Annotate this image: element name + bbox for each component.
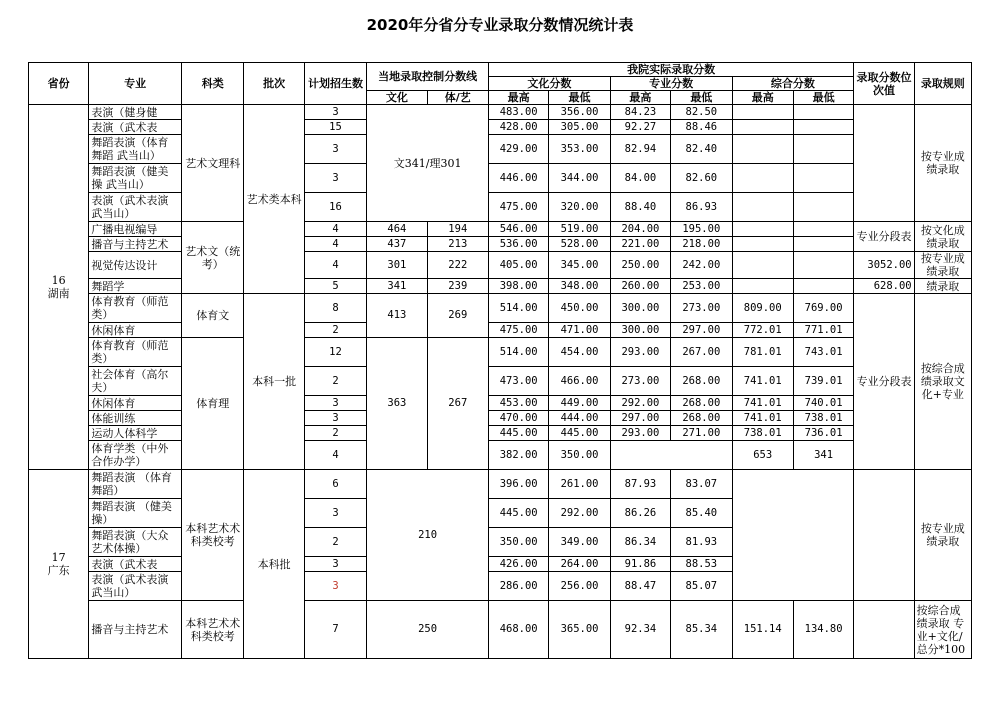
subject-cell: 体育理 bbox=[181, 338, 243, 470]
plan-cell: 3 bbox=[304, 557, 366, 572]
composite-low-cell: 739.01 bbox=[793, 367, 853, 396]
rank-cell: 628.00 bbox=[854, 279, 914, 294]
culture-low-cell: 320.00 bbox=[549, 193, 610, 222]
culture-low-cell: 349.00 bbox=[549, 528, 610, 557]
composite-low-cell bbox=[793, 237, 853, 252]
header-control-culture: 文化 bbox=[367, 91, 427, 105]
header-actual: 我院实际录取分数 bbox=[488, 63, 853, 77]
major-cell: 体育学类（中外合作办学） bbox=[89, 441, 182, 470]
culture-high-cell: 445.00 bbox=[488, 499, 548, 528]
plan-cell: 12 bbox=[304, 338, 366, 367]
major-low-cell: 268.00 bbox=[671, 367, 732, 396]
major-high-cell: 292.00 bbox=[610, 396, 670, 411]
major-cell: 舞蹈表演（体育舞蹈 武当山） bbox=[89, 135, 182, 164]
culture-high-cell: 396.00 bbox=[488, 470, 548, 499]
composite-low-cell bbox=[793, 120, 853, 135]
major-high-cell: 84.23 bbox=[610, 105, 670, 120]
header-high: 最高 bbox=[488, 91, 548, 105]
major-low-cell: 267.00 bbox=[671, 338, 732, 367]
culture-high-cell: 382.00 bbox=[488, 441, 548, 470]
composite-high-cell bbox=[732, 193, 793, 222]
header-rule: 录取规则 bbox=[914, 63, 971, 105]
culture-high-cell: 286.00 bbox=[488, 572, 548, 601]
header-composite-score: 综合分数 bbox=[732, 77, 854, 91]
major-cell: 表演（武术表 bbox=[89, 557, 182, 572]
major-high-cell: 250.00 bbox=[610, 252, 670, 279]
major-high-cell: 82.94 bbox=[610, 135, 670, 164]
major-cell: 体育教育（师范类） bbox=[89, 294, 182, 323]
major-high-cell: 204.00 bbox=[610, 222, 670, 237]
major-low-cell: 268.00 bbox=[671, 411, 732, 426]
culture-low-cell: 350.00 bbox=[549, 441, 610, 470]
header-low: 最低 bbox=[549, 91, 610, 105]
plan-cell: 2 bbox=[304, 528, 366, 557]
header-province: 省份 bbox=[29, 63, 89, 105]
major-cell: 体能训练 bbox=[89, 411, 182, 426]
table-row bbox=[29, 411, 972, 426]
table-row bbox=[29, 367, 972, 396]
table-row bbox=[29, 120, 972, 135]
control-culture-cell: 413 bbox=[367, 294, 427, 338]
culture-high-cell: 473.00 bbox=[488, 367, 548, 396]
table-row bbox=[29, 338, 972, 367]
major-cell: 广播电视编导 bbox=[89, 222, 182, 237]
header-rank: 录取分数位次值 bbox=[854, 63, 914, 105]
table-row bbox=[29, 135, 972, 164]
table-row bbox=[29, 252, 972, 279]
major-low-cell: 85.40 bbox=[671, 499, 732, 528]
header-low: 最低 bbox=[793, 91, 853, 105]
culture-low-cell: 345.00 bbox=[549, 252, 610, 279]
subject-cell: 本科艺术术科类校考 bbox=[181, 601, 243, 659]
culture-high-cell: 468.00 bbox=[488, 601, 548, 659]
rule-cell: 按综合成绩录取文化+专业 bbox=[914, 294, 971, 470]
major-cell: 播音与主持艺术 bbox=[89, 601, 182, 659]
composite-high-cell bbox=[732, 135, 793, 164]
province-cell: 17 广东 bbox=[29, 470, 89, 659]
culture-high-cell: 470.00 bbox=[488, 411, 548, 426]
control-art-cell: 194 bbox=[427, 222, 488, 237]
table-row bbox=[29, 193, 972, 222]
major-cell: 表演（武术表演武当山） bbox=[89, 193, 182, 222]
major-low-cell: 297.00 bbox=[671, 323, 732, 338]
major-high-cell: 293.00 bbox=[610, 338, 670, 367]
culture-low-cell: 348.00 bbox=[549, 279, 610, 294]
major-low-cell: 85.34 bbox=[671, 601, 732, 659]
major-cell: 视觉传达设计 bbox=[89, 252, 182, 279]
composite-high-cell bbox=[732, 252, 793, 279]
score-table bbox=[28, 62, 972, 659]
major-high-cell: 297.00 bbox=[610, 411, 670, 426]
composite-high-cell bbox=[732, 164, 793, 193]
plan-cell: 3 bbox=[304, 572, 366, 601]
table-row bbox=[29, 441, 972, 470]
plan-cell: 3 bbox=[304, 164, 366, 193]
major-cell: 表演（健身健 bbox=[89, 105, 182, 120]
composite-low-cell bbox=[793, 252, 853, 279]
culture-high-cell: 514.00 bbox=[488, 338, 548, 367]
culture-low-cell: 450.00 bbox=[549, 294, 610, 323]
major-high-cell: 221.00 bbox=[610, 237, 670, 252]
composite-high-cell: 653 bbox=[732, 441, 793, 470]
composite-low-cell: 740.01 bbox=[793, 396, 853, 411]
culture-high-cell: 514.00 bbox=[488, 294, 548, 323]
culture-low-cell: 471.00 bbox=[549, 323, 610, 338]
composite-low-cell: 738.01 bbox=[793, 411, 853, 426]
major-cell: 体育教育（师范类） bbox=[89, 338, 182, 367]
major-high-cell: 88.47 bbox=[610, 572, 670, 601]
batch-cell: 本科一批 bbox=[244, 294, 304, 470]
plan-cell: 4 bbox=[304, 222, 366, 237]
subject-cell: 艺术文理科 bbox=[181, 105, 243, 222]
control-art-cell: 269 bbox=[427, 294, 488, 338]
control-line-cell: 250 bbox=[367, 601, 489, 659]
plan-cell: 2 bbox=[304, 426, 366, 441]
major-low-cell: 83.07 bbox=[671, 470, 732, 499]
composite-low-cell bbox=[793, 193, 853, 222]
major-cell: 表演（武术表演武当山） bbox=[89, 572, 182, 601]
culture-high-cell: 405.00 bbox=[488, 252, 548, 279]
major-cell: 运动人体科学 bbox=[89, 426, 182, 441]
major-low-cell: 273.00 bbox=[671, 294, 732, 323]
composite-low-cell bbox=[793, 222, 853, 237]
header-control: 当地录取控制分数线 bbox=[367, 63, 489, 91]
rule-cell: 按专业成绩录取 bbox=[914, 470, 971, 601]
composite-high-cell: 738.01 bbox=[732, 426, 793, 441]
rank-cell bbox=[854, 601, 914, 659]
composite-high-cell: 741.01 bbox=[732, 367, 793, 396]
plan-cell: 3 bbox=[304, 135, 366, 164]
major-low-cell: 88.46 bbox=[671, 120, 732, 135]
culture-low-cell: 292.00 bbox=[549, 499, 610, 528]
rule-cell: 按文化成绩录取 bbox=[914, 222, 971, 252]
page-title: 2020年分省分专业录取分数情况统计表 bbox=[366, 16, 634, 34]
plan-cell: 8 bbox=[304, 294, 366, 323]
plan-cell: 4 bbox=[304, 441, 366, 470]
composite-high-cell: 809.00 bbox=[732, 294, 793, 323]
culture-low-cell: 519.00 bbox=[549, 222, 610, 237]
major-cell: 表演（武术表 bbox=[89, 120, 182, 135]
composite-low-cell: 743.01 bbox=[793, 338, 853, 367]
major-low-cell: 82.50 bbox=[671, 105, 732, 120]
major-low-cell: 85.07 bbox=[671, 572, 732, 601]
composite-high-cell bbox=[732, 279, 793, 294]
plan-cell: 2 bbox=[304, 323, 366, 338]
table-row bbox=[29, 426, 972, 441]
composite-low-cell: 736.01 bbox=[793, 426, 853, 441]
control-art-cell: 239 bbox=[427, 279, 488, 294]
composite-high-cell bbox=[732, 237, 793, 252]
major-cell: 舞蹈表演（健美操 武当山） bbox=[89, 164, 182, 193]
major-high-cell: 300.00 bbox=[610, 323, 670, 338]
control-culture-cell: 341 bbox=[367, 279, 427, 294]
control-art-cell: 222 bbox=[427, 252, 488, 279]
rank-cell: 专业分段表 bbox=[854, 222, 914, 252]
major-high-cell: 273.00 bbox=[610, 367, 670, 396]
table-row bbox=[29, 164, 972, 193]
rule-cell: 按综合成绩录取 专业+文化/总分*100 bbox=[914, 601, 971, 659]
control-culture-cell: 301 bbox=[367, 252, 427, 279]
culture-high-cell: 483.00 bbox=[488, 105, 548, 120]
table-row bbox=[29, 294, 972, 323]
major-cell: 舞蹈表演 （体育舞蹈） bbox=[89, 470, 182, 499]
composite-low-cell bbox=[793, 164, 853, 193]
table-row bbox=[29, 105, 972, 120]
header-plan: 计划招生数 bbox=[304, 63, 366, 105]
culture-low-cell: 466.00 bbox=[549, 367, 610, 396]
major-high-cell: 293.00 bbox=[610, 426, 670, 441]
plan-cell: 2 bbox=[304, 367, 366, 396]
composite-high-cell: 151.14 bbox=[732, 601, 793, 659]
plan-cell: 4 bbox=[304, 237, 366, 252]
rank-cell: 专业分段表 bbox=[854, 294, 914, 470]
composite-high-cell: 781.01 bbox=[732, 338, 793, 367]
batch-cell: 艺术类本科 bbox=[244, 105, 304, 294]
composite-low-cell bbox=[793, 279, 853, 294]
control-culture-cell: 437 bbox=[367, 237, 427, 252]
culture-low-cell: 528.00 bbox=[549, 237, 610, 252]
rule-cell: 绩录取 bbox=[914, 279, 971, 294]
culture-low-cell: 449.00 bbox=[549, 396, 610, 411]
major-low-cell: 86.93 bbox=[671, 193, 732, 222]
composite-low-cell: 771.01 bbox=[793, 323, 853, 338]
control-culture-cell: 363 bbox=[367, 338, 427, 470]
culture-high-cell: 426.00 bbox=[488, 557, 548, 572]
table-row bbox=[29, 279, 972, 294]
control-culture-cell: 464 bbox=[367, 222, 427, 237]
culture-low-cell: 454.00 bbox=[549, 338, 610, 367]
province-cell: 16 湖南 bbox=[29, 105, 89, 470]
control-art-cell: 213 bbox=[427, 237, 488, 252]
major-cell: 播音与主持艺术 bbox=[89, 237, 182, 252]
culture-high-cell: 428.00 bbox=[488, 120, 548, 135]
plan-cell: 15 bbox=[304, 120, 366, 135]
header-control-art: 体/艺 bbox=[427, 91, 488, 105]
plan-cell: 4 bbox=[304, 252, 366, 279]
composite-high-cell bbox=[732, 120, 793, 135]
table-row bbox=[29, 323, 972, 338]
culture-high-cell: 445.00 bbox=[488, 426, 548, 441]
major-low-cell: 271.00 bbox=[671, 426, 732, 441]
batch-cell: 本科批 bbox=[244, 470, 304, 659]
culture-high-cell: 350.00 bbox=[488, 528, 548, 557]
culture-low-cell: 444.00 bbox=[549, 411, 610, 426]
culture-low-cell: 353.00 bbox=[549, 135, 610, 164]
major-score-cell bbox=[610, 441, 732, 470]
culture-high-cell: 453.00 bbox=[488, 396, 548, 411]
composite-low-cell: 341 bbox=[793, 441, 853, 470]
control-art-cell: 267 bbox=[427, 338, 488, 470]
composite-score-cell bbox=[732, 470, 854, 601]
composite-high-cell: 741.01 bbox=[732, 396, 793, 411]
major-low-cell: 242.00 bbox=[671, 252, 732, 279]
major-cell: 休闲体育 bbox=[89, 323, 182, 338]
major-cell: 舞蹈表演 （健美操） bbox=[89, 499, 182, 528]
culture-high-cell: 546.00 bbox=[488, 222, 548, 237]
major-cell: 休闲体育 bbox=[89, 396, 182, 411]
plan-cell: 3 bbox=[304, 499, 366, 528]
major-low-cell: 82.40 bbox=[671, 135, 732, 164]
major-low-cell: 81.93 bbox=[671, 528, 732, 557]
culture-low-cell: 305.00 bbox=[549, 120, 610, 135]
major-cell: 舞蹈学 bbox=[89, 279, 182, 294]
table-row bbox=[29, 396, 972, 411]
major-cell: 社会体育（高尔夫） bbox=[89, 367, 182, 396]
major-high-cell: 300.00 bbox=[610, 294, 670, 323]
header-high: 最高 bbox=[732, 91, 793, 105]
major-high-cell: 87.93 bbox=[610, 470, 670, 499]
major-high-cell: 92.34 bbox=[610, 601, 670, 659]
major-high-cell: 86.26 bbox=[610, 499, 670, 528]
plan-cell: 5 bbox=[304, 279, 366, 294]
culture-low-cell: 356.00 bbox=[549, 105, 610, 120]
composite-low-cell: 769.00 bbox=[793, 294, 853, 323]
major-low-cell: 268.00 bbox=[671, 396, 732, 411]
composite-high-cell: 741.01 bbox=[732, 411, 793, 426]
rank-cell bbox=[854, 105, 914, 222]
subject-cell: 体育文 bbox=[181, 294, 243, 338]
plan-cell: 16 bbox=[304, 193, 366, 222]
major-cell: 舞蹈表演（大众艺术体操） bbox=[89, 528, 182, 557]
culture-high-cell: 398.00 bbox=[488, 279, 548, 294]
plan-cell: 3 bbox=[304, 105, 366, 120]
subject-cell: 艺术文（统考） bbox=[181, 222, 243, 294]
culture-high-cell: 475.00 bbox=[488, 323, 548, 338]
subject-cell: 本科艺术术科类校考 bbox=[181, 470, 243, 601]
rank-cell bbox=[854, 470, 914, 601]
header-high: 最高 bbox=[610, 91, 670, 105]
culture-low-cell: 256.00 bbox=[549, 572, 610, 601]
table-row bbox=[29, 222, 972, 237]
header-batch: 批次 bbox=[244, 63, 304, 105]
culture-high-cell: 536.00 bbox=[488, 237, 548, 252]
plan-cell: 3 bbox=[304, 396, 366, 411]
major-low-cell: 218.00 bbox=[671, 237, 732, 252]
rank-cell: 3052.00 bbox=[854, 252, 914, 279]
composite-high-cell bbox=[732, 105, 793, 120]
plan-cell: 7 bbox=[304, 601, 366, 659]
major-high-cell: 91.86 bbox=[610, 557, 670, 572]
culture-low-cell: 365.00 bbox=[549, 601, 610, 659]
major-high-cell: 86.34 bbox=[610, 528, 670, 557]
composite-high-cell: 772.01 bbox=[732, 323, 793, 338]
composite-low-cell: 134.80 bbox=[793, 601, 853, 659]
major-high-cell: 92.27 bbox=[610, 120, 670, 135]
major-low-cell: 82.60 bbox=[671, 164, 732, 193]
composite-low-cell bbox=[793, 105, 853, 120]
major-high-cell: 88.40 bbox=[610, 193, 670, 222]
header-major-score: 专业分数 bbox=[610, 77, 732, 91]
rule-cell: 按专业成绩录取 bbox=[914, 105, 971, 222]
major-high-cell: 84.00 bbox=[610, 164, 670, 193]
plan-cell: 6 bbox=[304, 470, 366, 499]
table-row bbox=[29, 470, 972, 499]
composite-high-cell bbox=[732, 222, 793, 237]
control-line-cell: 210 bbox=[367, 470, 489, 601]
culture-high-cell: 475.00 bbox=[488, 193, 548, 222]
culture-high-cell: 446.00 bbox=[488, 164, 548, 193]
rule-cell: 按专业成绩录取 bbox=[914, 252, 971, 279]
culture-low-cell: 445.00 bbox=[549, 426, 610, 441]
header-major: 专业 bbox=[89, 63, 182, 105]
major-low-cell: 253.00 bbox=[671, 279, 732, 294]
culture-low-cell: 344.00 bbox=[549, 164, 610, 193]
culture-low-cell: 261.00 bbox=[549, 470, 610, 499]
header-culture-score: 文化分数 bbox=[488, 77, 610, 91]
major-high-cell: 260.00 bbox=[610, 279, 670, 294]
plan-cell: 3 bbox=[304, 411, 366, 426]
major-low-cell: 195.00 bbox=[671, 222, 732, 237]
culture-low-cell: 264.00 bbox=[549, 557, 610, 572]
header-low: 最低 bbox=[671, 91, 732, 105]
control-line-cell: 文341/理301 bbox=[367, 105, 489, 222]
composite-low-cell bbox=[793, 135, 853, 164]
major-low-cell: 88.53 bbox=[671, 557, 732, 572]
header-subject: 科类 bbox=[181, 63, 243, 105]
table-row bbox=[29, 237, 972, 252]
culture-high-cell: 429.00 bbox=[488, 135, 548, 164]
table-row bbox=[29, 601, 972, 659]
